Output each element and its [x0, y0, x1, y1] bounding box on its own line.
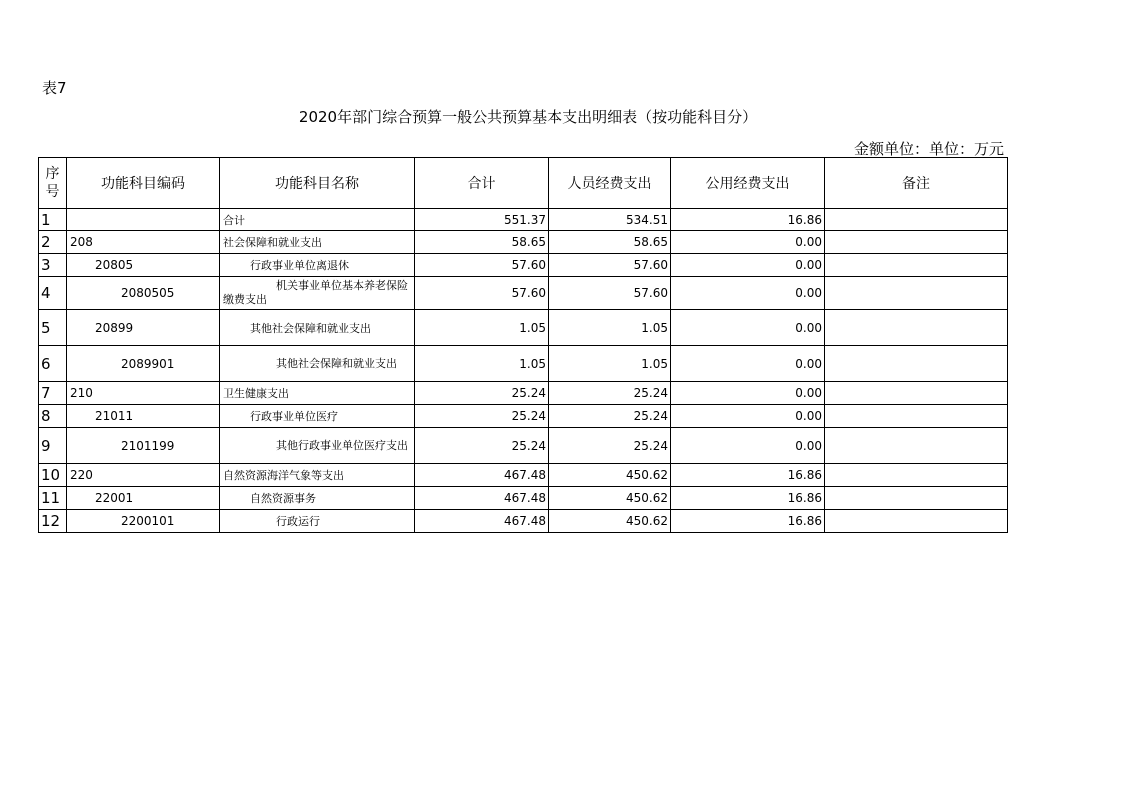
- row-remark: [825, 209, 1008, 231]
- row-total: 467.48: [415, 487, 549, 510]
- row-name: 自然资源海洋气象等支出: [220, 464, 415, 487]
- row-name: 其他社会保障和就业支出: [220, 346, 415, 382]
- amount-unit-note: 金额单位：单位：万元: [853, 140, 1004, 158]
- row-remark: [825, 382, 1008, 405]
- row-personnel: 450.62: [549, 510, 671, 533]
- table-header-row: [39, 158, 1008, 209]
- row-remark: [825, 405, 1008, 428]
- row-seq: 3: [39, 254, 67, 277]
- header-public: 公用经费支出: [671, 158, 825, 209]
- row-name: 行政事业单位医疗: [220, 405, 415, 428]
- row-code: 22001: [67, 487, 220, 510]
- table-row: [39, 346, 1008, 382]
- row-seq: 2: [39, 231, 67, 254]
- row-seq: 8: [39, 405, 67, 428]
- row-personnel: 534.51: [549, 209, 671, 231]
- table-row: [39, 428, 1008, 464]
- table-row: [39, 464, 1008, 487]
- table-row: [39, 231, 1008, 254]
- row-code: 2200101: [67, 510, 220, 533]
- row-seq: 11: [39, 487, 67, 510]
- header-personnel: 人员经费支出: [549, 158, 671, 209]
- row-name: 卫生健康支出: [220, 382, 415, 405]
- row-code: 210: [67, 382, 220, 405]
- row-seq: 9: [39, 428, 67, 464]
- row-total: 467.48: [415, 464, 549, 487]
- row-total: 467.48: [415, 510, 549, 533]
- row-total: 25.24: [415, 428, 549, 464]
- row-remark: [825, 487, 1008, 510]
- row-personnel: 58.65: [549, 231, 671, 254]
- row-code: 208: [67, 231, 220, 254]
- row-name: 合计: [220, 209, 415, 231]
- row-code: [67, 209, 220, 231]
- page-title: 2020年部门综合预算一般公共预算基本支出明细表（按功能科目分）: [298, 108, 758, 126]
- table-number: 表7: [42, 79, 67, 97]
- row-seq: 7: [39, 382, 67, 405]
- row-remark: [825, 254, 1008, 277]
- row-seq: 1: [39, 209, 67, 231]
- table-row: [39, 310, 1008, 346]
- row-remark: [825, 464, 1008, 487]
- row-code: 20805: [67, 254, 220, 277]
- row-code: 2101199: [67, 428, 220, 464]
- row-name: 机关事业单位基本养老保险缴费支出: [220, 277, 415, 310]
- row-code: 21011: [67, 405, 220, 428]
- row-total: 58.65: [415, 231, 549, 254]
- budget-detail-table: [38, 157, 1008, 533]
- row-remark: [825, 310, 1008, 346]
- row-code: 2089901: [67, 346, 220, 382]
- row-public: 0.00: [671, 346, 825, 382]
- row-name: 社会保障和就业支出: [220, 231, 415, 254]
- row-total: 1.05: [415, 346, 549, 382]
- row-seq: 6: [39, 346, 67, 382]
- row-name: 行政事业单位离退休: [220, 254, 415, 277]
- row-public: 0.00: [671, 428, 825, 464]
- row-personnel: 1.05: [549, 346, 671, 382]
- header-remark: 备注: [825, 158, 1008, 209]
- row-public: 16.86: [671, 209, 825, 231]
- row-public: 0.00: [671, 277, 825, 310]
- row-total: 25.24: [415, 382, 549, 405]
- row-code: 220: [67, 464, 220, 487]
- row-name: 自然资源事务: [220, 487, 415, 510]
- table-row: [39, 382, 1008, 405]
- row-code: 20899: [67, 310, 220, 346]
- row-personnel: 450.62: [549, 464, 671, 487]
- row-public: 16.86: [671, 510, 825, 533]
- row-personnel: 25.24: [549, 405, 671, 428]
- row-public: 0.00: [671, 254, 825, 277]
- row-seq: 10: [39, 464, 67, 487]
- row-remark: [825, 510, 1008, 533]
- header-total: 合计: [415, 158, 549, 209]
- row-name: 其他社会保障和就业支出: [220, 310, 415, 346]
- row-personnel: 25.24: [549, 382, 671, 405]
- row-public: 16.86: [671, 464, 825, 487]
- row-personnel: 25.24: [549, 428, 671, 464]
- row-code: 2080505: [67, 277, 220, 310]
- table-row: [39, 277, 1008, 310]
- row-remark: [825, 277, 1008, 310]
- row-public: 0.00: [671, 382, 825, 405]
- row-total: 25.24: [415, 405, 549, 428]
- row-remark: [825, 428, 1008, 464]
- row-total: 551.37: [415, 209, 549, 231]
- header-seq: 序号: [39, 158, 67, 209]
- row-seq: 12: [39, 510, 67, 533]
- table-row: [39, 487, 1008, 510]
- row-name: 其他行政事业单位医疗支出: [220, 428, 415, 464]
- header-code: 功能科目编码: [67, 158, 220, 209]
- table-row: [39, 254, 1008, 277]
- row-total: 1.05: [415, 310, 549, 346]
- row-remark: [825, 346, 1008, 382]
- header-name: 功能科目名称: [220, 158, 415, 209]
- row-personnel: 450.62: [549, 487, 671, 510]
- row-personnel: 57.60: [549, 277, 671, 310]
- row-public: 0.00: [671, 231, 825, 254]
- row-public: 0.00: [671, 310, 825, 346]
- row-name: 行政运行: [220, 510, 415, 533]
- row-personnel: 1.05: [549, 310, 671, 346]
- row-public: 0.00: [671, 405, 825, 428]
- table-row: [39, 405, 1008, 428]
- table-row: [39, 209, 1008, 231]
- row-remark: [825, 231, 1008, 254]
- row-total: 57.60: [415, 277, 549, 310]
- row-seq: 4: [39, 277, 67, 310]
- row-total: 57.60: [415, 254, 549, 277]
- table-row: [39, 510, 1008, 533]
- row-public: 16.86: [671, 487, 825, 510]
- row-personnel: 57.60: [549, 254, 671, 277]
- row-seq: 5: [39, 310, 67, 346]
